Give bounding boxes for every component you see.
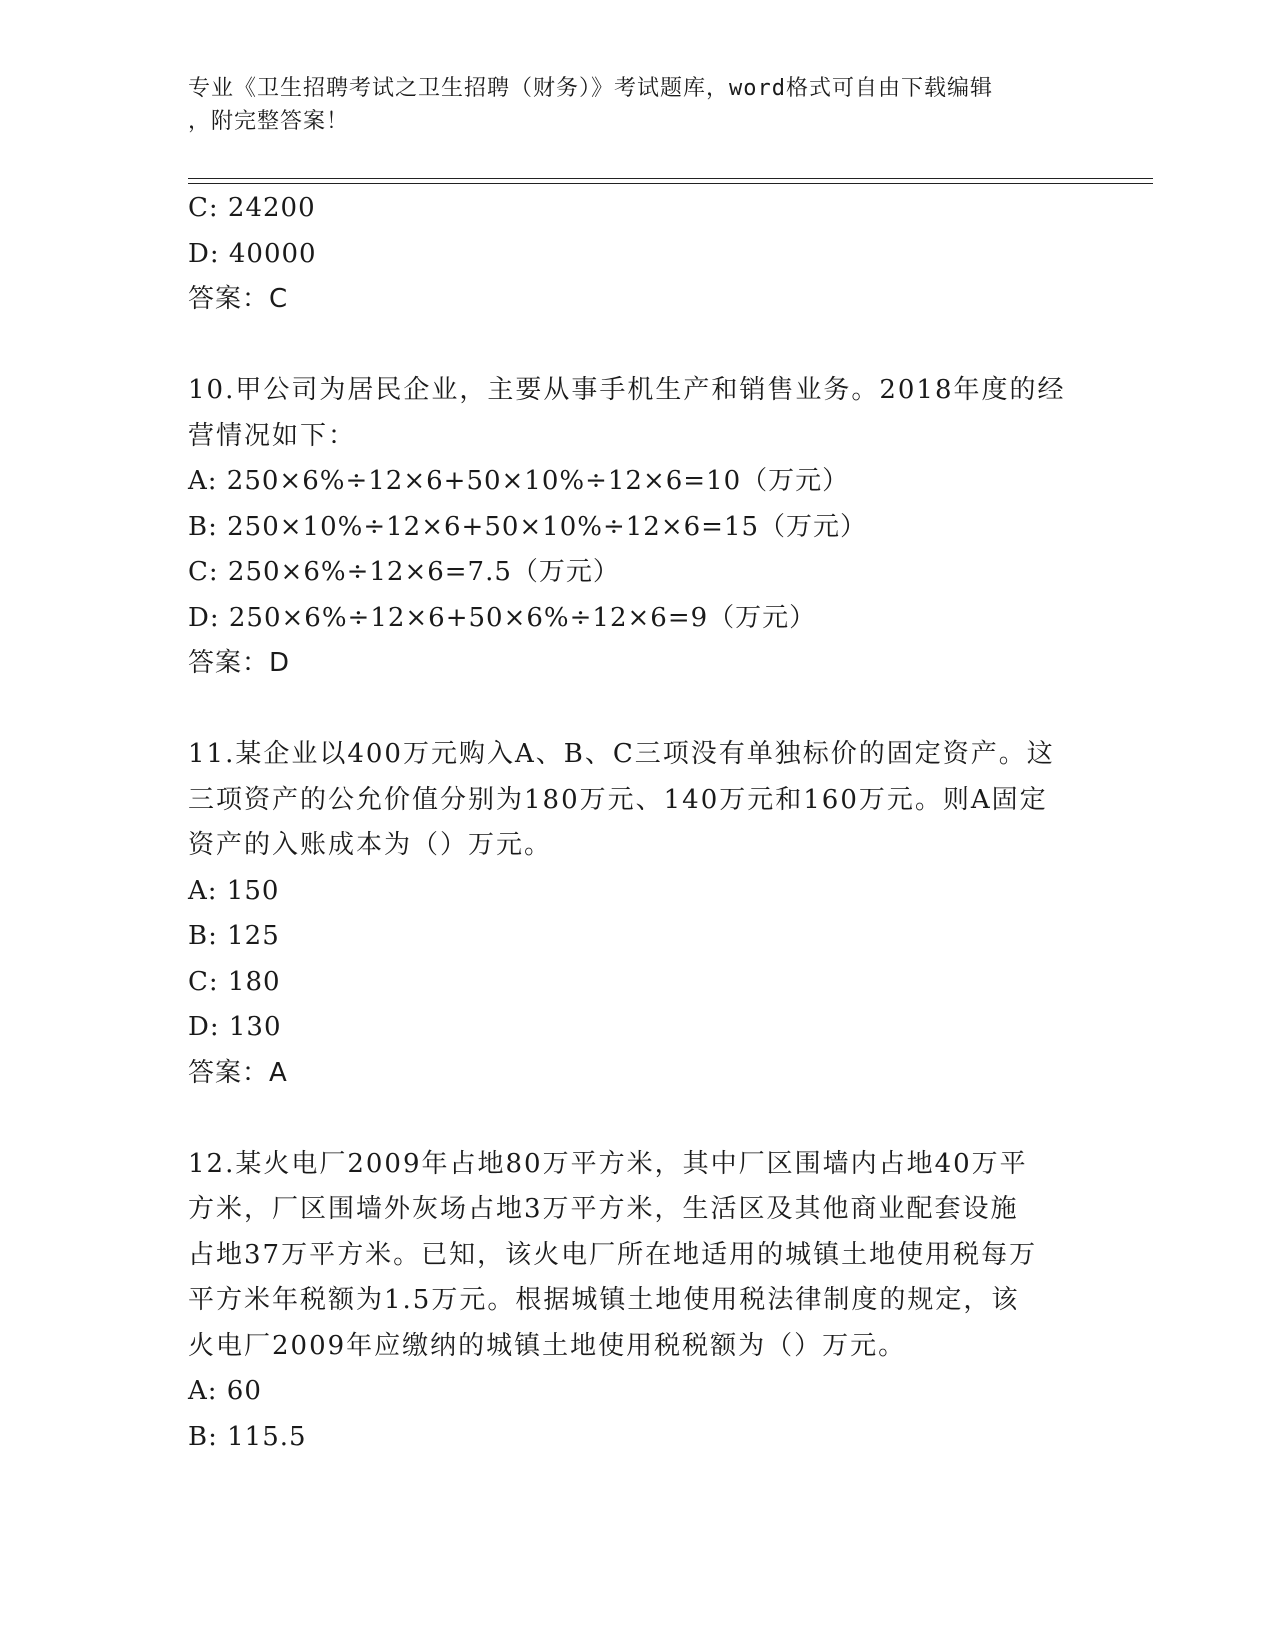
option-d: D: 40000 <box>188 238 317 269</box>
option-d: D: 130 <box>188 1012 282 1042</box>
document-body <box>188 186 1088 1460</box>
question-text-line: 火电厂2009年应缴纳的城镇土地使用税税额为（）万元。 <box>188 1330 907 1361</box>
header-line-2: ，附完整答案！ <box>188 109 350 134</box>
option-a: A: 150 <box>188 875 280 906</box>
question-text-line: 11.某企业以400万元购入A、B、C三项没有单独标价的固定资产。这 <box>188 739 1055 769</box>
spacer <box>188 687 1088 733</box>
answer-line: 答案：C <box>188 284 289 314</box>
option-b: B: 115.5 <box>188 1421 307 1452</box>
spacer <box>188 1096 1088 1142</box>
option-a: A: 60 <box>188 1376 262 1406</box>
spacer <box>188 323 1088 369</box>
header-divider-bottom <box>188 183 1153 184</box>
option-c: C: 24200 <box>188 193 316 223</box>
answer-line: 答案：A <box>188 1057 288 1088</box>
document-header <box>188 72 1088 138</box>
option-a: A: 250×6%÷12×6+50×10%÷12×6=10（万元） <box>188 466 850 496</box>
question-text-line: 平方米年税额为1.5万元。根据城镇土地使用税法律制度的规定，该 <box>188 1285 1020 1315</box>
question-text-line: 占地37万平方米。已知，该火电厂所在地适用的城镇土地使用税每万 <box>188 1239 1038 1270</box>
question-text-line: 资产的入账成本为（）万元。 <box>188 830 553 860</box>
option-b: B: 125 <box>188 921 280 951</box>
answer-line: 答案：D <box>188 648 291 678</box>
option-c: C: 180 <box>188 966 281 997</box>
question-text-line: 营情况如下： <box>188 420 357 451</box>
question-text-line: 10.甲公司为居民企业，主要从事手机生产和销售业务。2018年度的经 <box>188 375 1066 405</box>
header-line-1: 专业《卫生招聘考试之卫生招聘（财务）》考试题库，word格式可自由下载编辑 <box>188 76 993 101</box>
question-text-line: 12.某火电厂2009年占地80万平方米，其中厂区围墙内占地40万平 <box>188 1148 1028 1179</box>
question-12 <box>188 1142 1088 1461</box>
option-b: B: 250×10%÷12×6+50×10%÷12×6=15（万元） <box>188 511 868 542</box>
question-10 <box>188 368 1088 687</box>
header-divider-top <box>188 178 1153 179</box>
question-text-line: 三项资产的公允价值分别为180万元、140万元和160万元。则A固定 <box>188 784 1048 815</box>
option-d: D: 250×6%÷12×6+50×6%÷12×6=9（万元） <box>188 602 817 633</box>
option-c: C: 250×6%÷12×6=7.5（万元） <box>188 557 620 587</box>
question-text-line: 方米，厂区围墙外灰场占地3万平方米，生活区及其他商业配套设施 <box>188 1194 1019 1224</box>
prev-question-block <box>188 186 1088 323</box>
question-11 <box>188 732 1088 1096</box>
